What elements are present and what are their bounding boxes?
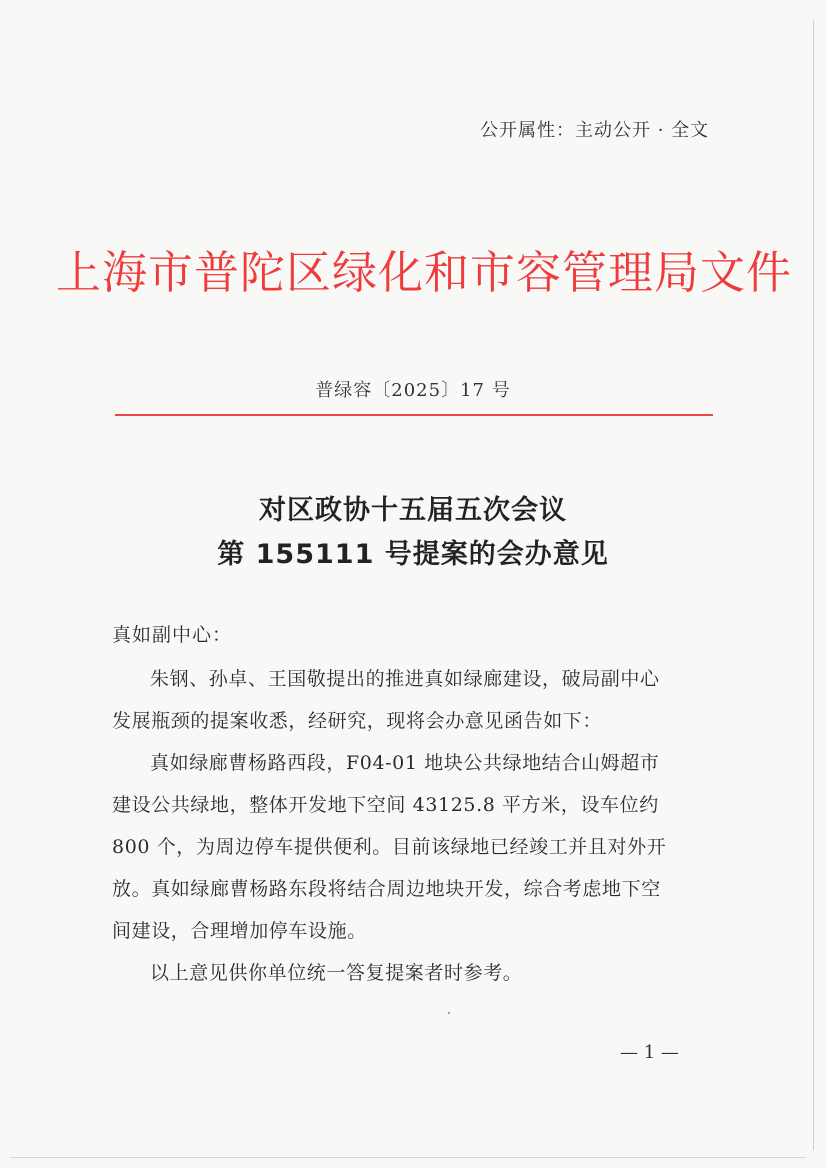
body-paragraph-3: 以上意见供你单位统一答复提案者时参考。 <box>150 962 523 984</box>
body-paragraph-2-line-3: 800 个，为周边停车提供便利。目前该绿地已经竣工并且对外开 <box>112 836 667 858</box>
page-number: — 1 — <box>620 1042 679 1063</box>
scan-edge-bottom <box>10 1157 806 1158</box>
body-paragraph-2-line-5: 间建设，合理增加停车设施。 <box>112 920 367 942</box>
document-number: 普绿容〔2025〕17 号 <box>315 380 511 401</box>
body-paragraph-1-line-1: 朱钢、孙卓、王国敬提出的推进真如绿廊建设，破局副中心 <box>150 668 660 690</box>
scan-speck <box>448 1012 450 1014</box>
body-paragraph-2-line-1: 真如绿廊曹杨路西段，F04-01 地块公共绿地结合山姆超市 <box>150 752 660 774</box>
disclosure-attribute: 公开属性：主动公开 · 全文 <box>480 120 710 141</box>
body-paragraph-2-line-2: 建设公共绿地，整体开发地下空间 43125.8 平方米，设车位约 <box>112 794 659 816</box>
body-paragraph-1-line-2: 发展瓶颈的提案收悉，经研究，现将会办意见函告如下： <box>112 710 603 732</box>
document-heading-line-2: 第 155111 号提案的会办意见 <box>217 539 609 570</box>
body-paragraph-2-line-4: 放。真如绿廊曹杨路东段将结合周边地块开发，综合考虑地下空 <box>112 878 661 900</box>
salutation: 真如副中心： <box>112 624 233 646</box>
red-divider-line <box>115 414 713 416</box>
scan-edge-right <box>813 20 814 1150</box>
document-heading-line-1: 对区政协十五届五次会议 <box>259 495 567 526</box>
issuing-authority-header: 上海市普陀区绿化和市容管理局文件 <box>56 246 793 299</box>
